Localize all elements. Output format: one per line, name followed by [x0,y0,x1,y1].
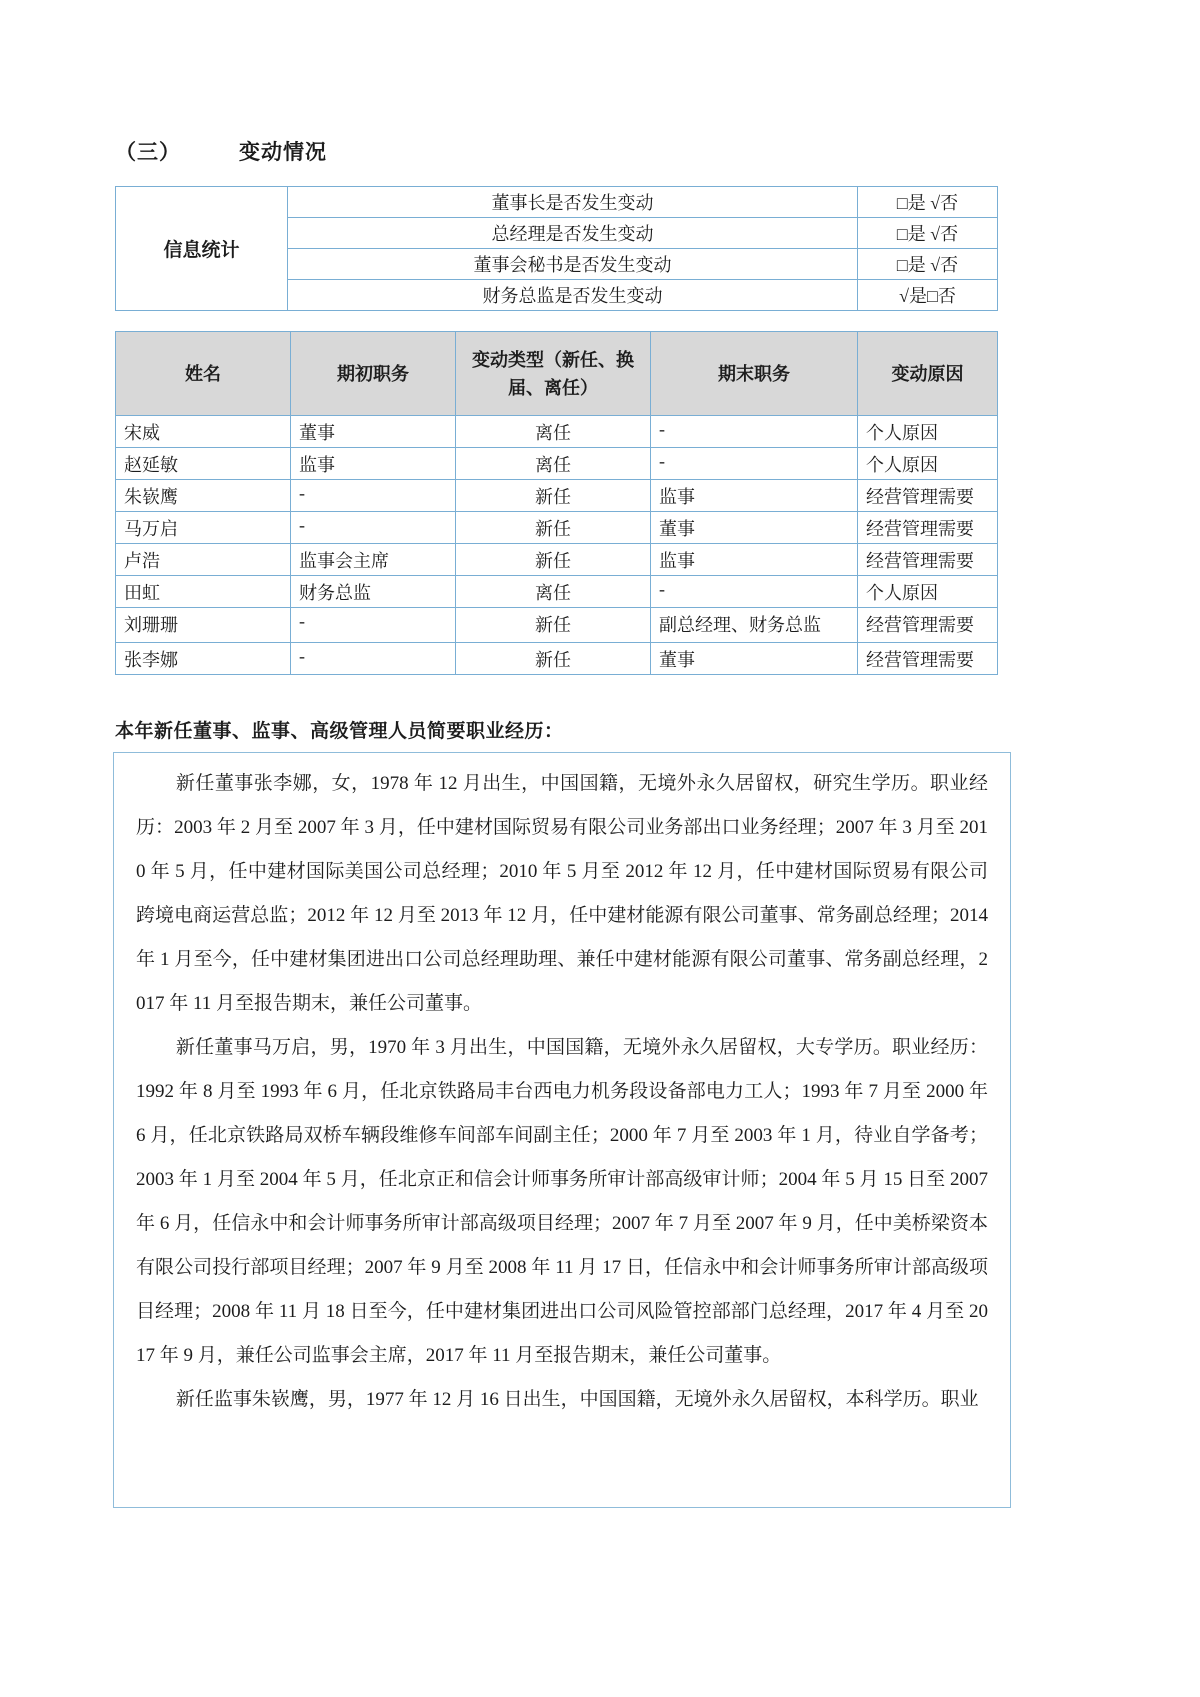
cell-reason: 经营管理需要 [858,512,998,544]
career-paragraph-mawanqi: 新任董事马万启，男，1970 年 3 月出生，中国国籍，无境外永久居留权，大专学历。职业经历：1992 年 8 月至 1993 年 6 月，任北京铁路局丰台西电力机务段设备部电力工人；1993 年 7 月至 2000 年 6 月，任北京铁路局双桥车辆段维修车间部车间副主任；2000 年 7 月至 2003 年 1 月，待业自学备考；2003 年 1 月至 2004 年 5 月，任北京正和信会计师事务所审计部高级审计师；2004 年 5 月 15 日至 2007 年 6 月，任信永中和会计师事务所审计部高级项目经理；2007 年 7 月至 2007 年 9 月，任中美桥梁资本有限公司投行部项目经理；2007 年 9 月至 2008 年 11 月 17 日，任信永中和会计师事务所审计部高级项目经理；2008 年 11 月 18 日至今，任中建材集团进出口公司风险管控部部门总经理，2017 年 4 月至 2017 年 9 月，兼任公司监事会主席，2017 年 11 月至报告期末，兼任公司董事。 [136,1037,988,1366]
cell-final-position: - [651,448,858,480]
info-statistics-table [115,186,998,311]
question-cell: 总经理是否发生变动 [288,218,858,249]
cell-name: 张李娜 [116,643,291,675]
cell-reason: 经营管理需要 [858,643,998,675]
question-cell: 董事长是否发生变动 [288,187,858,218]
cell-final-position: 董事 [651,512,858,544]
table-row [116,643,998,675]
cell-name: 赵延敏 [116,448,291,480]
cell-change-type: 离任 [456,576,651,608]
answer-cell: □是 √否 [858,249,998,280]
cell-change-type: 新任 [456,480,651,512]
section-number: （三） [115,140,181,164]
cell-initial-position: - [291,480,456,512]
answer-cell: □是 √否 [858,187,998,218]
header-final-position: 期末职务 [651,332,858,416]
cell-name: 刘珊珊 [116,608,291,643]
career-paragraph-zhuqinying: 新任监事朱嵚鹰，男，1977 年 12 月 16 日出生，中国国籍，无境外永久居留权，本科学历。职业 [175,1389,979,1410]
cell-initial-position: 财务总监 [291,576,456,608]
cell-change-type: 新任 [456,608,651,643]
cell-name: 卢浩 [116,544,291,576]
cell-final-position: - [651,416,858,448]
table-header-row [116,332,998,416]
cell-name: 宋威 [116,416,291,448]
cell-reason: 个人原因 [858,576,998,608]
header-change-type: 变动类型（新任、换届、离任） [456,332,651,416]
table-row [116,448,998,480]
cell-name: 朱嵚鹰 [116,480,291,512]
cell-change-type: 新任 [456,643,651,675]
section-heading [115,136,327,166]
cell-name: 马万启 [116,512,291,544]
personnel-changes-table [115,331,998,675]
header-reason: 变动原因 [858,332,998,416]
table-row [116,512,998,544]
cell-initial-position: 董事 [291,416,456,448]
cell-initial-position: - [291,512,456,544]
section-title: 变动情况 [239,140,327,164]
table-row [116,480,998,512]
cell-final-position: 监事 [651,480,858,512]
table-row [116,187,998,218]
table-row [116,544,998,576]
cell-reason: 个人原因 [858,448,998,480]
cell-reason: 个人原因 [858,416,998,448]
cell-name: 田虹 [116,576,291,608]
info-table-label: 信息统计 [116,187,288,311]
question-cell: 财务总监是否发生变动 [288,280,858,311]
table-row [116,416,998,448]
cell-initial-position: - [291,608,456,643]
cell-final-position: 监事 [651,544,858,576]
cell-final-position: - [651,576,858,608]
career-paragraph-zhanglina: 新任董事张李娜，女，1978 年 12 月出生，中国国籍，无境外永久居留权，研究生学历。职业经历：2003 年 2 月至 2007 年 3 月，任中建材国际贸易有限公司业务部出口业务经理；2007 年 3 月至 2010 年 5 月，任中建材国际美国公司总经理；2010 年 5 月至 2012 年 12 月，任中建材国际贸易有限公司跨境电商运营总监；2012 年 12 月至 2013 年 12 月，任中建材能源有限公司董事、常务副总经理；2014 年 1 月至今，任中建材集团进出口公司总经理助理、兼任中建材能源有限公司董事、常务副总经理，2017 年 11 月至报告期末，兼任公司董事。 [136,773,988,1014]
careers-text-box [113,752,1011,1508]
cell-reason: 经营管理需要 [858,608,998,643]
answer-cell: □是 √否 [858,218,998,249]
table-row [116,608,998,643]
table-row [116,576,998,608]
cell-initial-position: - [291,643,456,675]
cell-reason: 经营管理需要 [858,480,998,512]
question-cell: 董事会秘书是否发生变动 [288,249,858,280]
careers-heading: 本年新任董事、监事、高级管理人员简要职业经历： [115,721,564,742]
cell-change-type: 离任 [456,448,651,480]
header-initial-position: 期初职务 [291,332,456,416]
answer-cell: √是□否 [858,280,998,311]
cell-initial-position: 监事 [291,448,456,480]
header-name: 姓名 [116,332,291,416]
cell-change-type: 离任 [456,416,651,448]
cell-final-position: 董事 [651,643,858,675]
cell-change-type: 新任 [456,544,651,576]
cell-final-position: 副总经理、财务总监 [651,608,858,643]
cell-reason: 经营管理需要 [858,544,998,576]
cell-initial-position: 监事会主席 [291,544,456,576]
cell-change-type: 新任 [456,512,651,544]
